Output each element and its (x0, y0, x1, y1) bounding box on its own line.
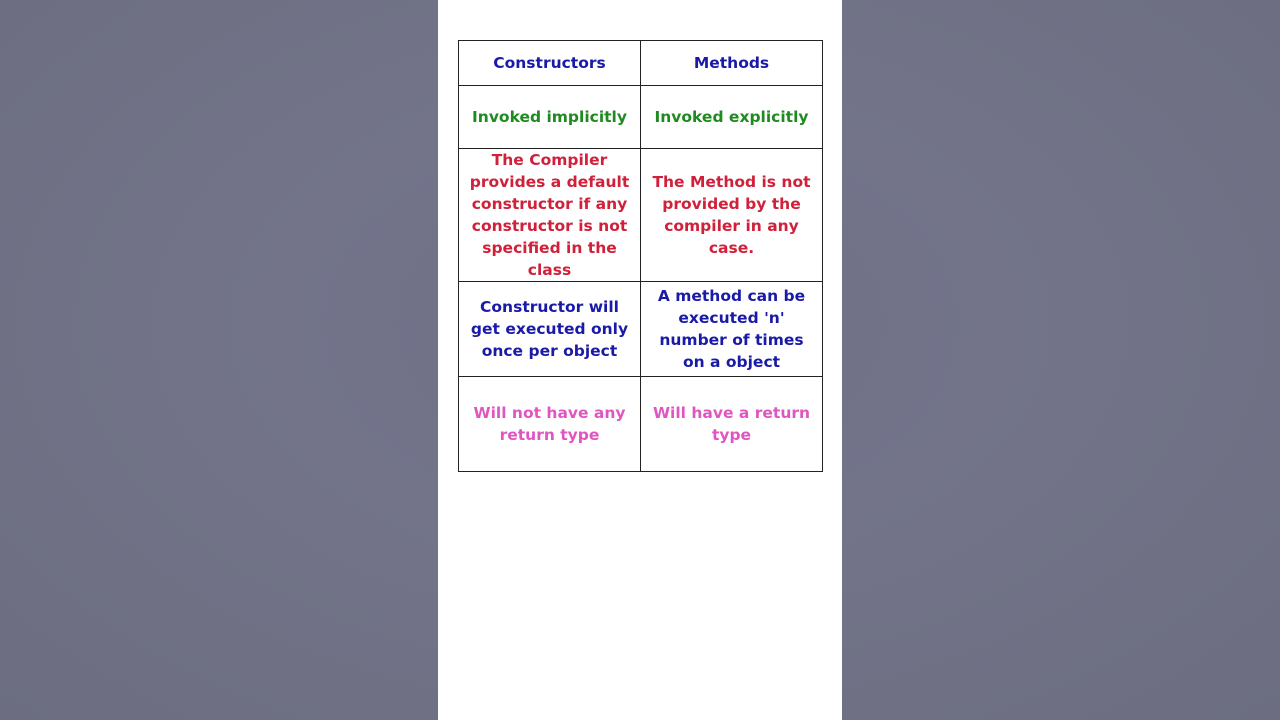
cell-methods-default: The Method is not provided by the compiler in any case. (641, 149, 823, 282)
table-header-row (459, 41, 823, 86)
cell-methods-return: Will have a return type (641, 377, 823, 472)
cell-constructors-invocation: Invoked implicitly (459, 86, 641, 149)
comparison-table (458, 40, 823, 472)
cell-methods-execution: A method can be executed 'n' number of times on a object (641, 282, 823, 377)
header-methods: Methods (641, 41, 823, 86)
table-row-default-provision (459, 149, 823, 282)
cell-methods-invocation: Invoked explicitly (641, 86, 823, 149)
document-page (438, 0, 842, 720)
cell-constructors-return: Will not have any return type (459, 377, 641, 472)
cell-constructors-execution: Constructor will get executed only once per object (459, 282, 641, 377)
header-constructors: Constructors (459, 41, 641, 86)
cell-constructors-default: The Compiler provides a default constructor if any constructor is not specified in the class (459, 149, 641, 282)
table-row-invocation (459, 86, 823, 149)
table-row-return-type (459, 377, 823, 472)
table-row-execution (459, 282, 823, 377)
